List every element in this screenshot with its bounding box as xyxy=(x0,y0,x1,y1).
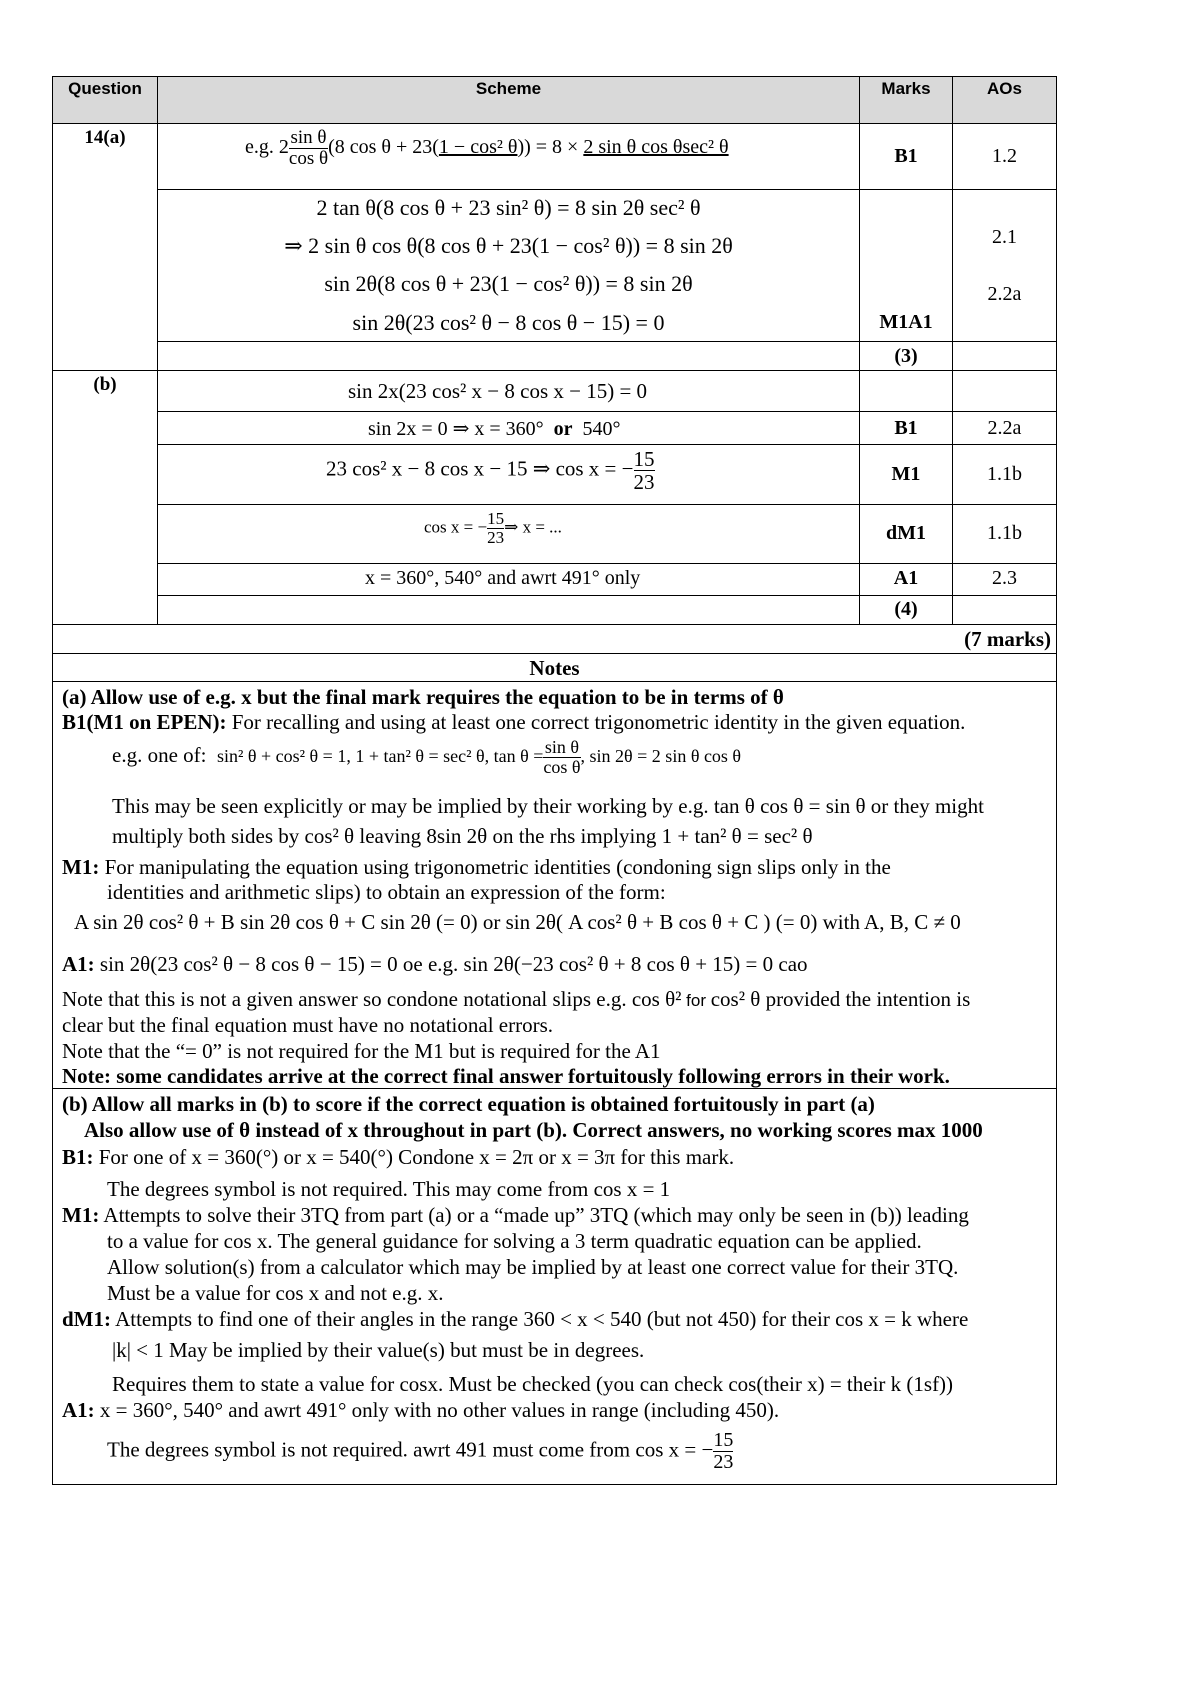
part-b-total: (4) xyxy=(894,598,918,620)
notes-a-form-line: A sin 2θ cos² θ + B sin 2θ cos θ + C sin 2θ (= 0) or sin 2θ( A cos² θ + B cos θ + C ) (= 0) with A, B, C ≠ 0 xyxy=(74,910,961,934)
part-b-line-3: 23 cos² x − 8 cos x − 15 ⇒ cos x = − $\frac{15}{23}$ xyxy=(326,447,655,495)
notes-a-identities: e.g. one of: sin² θ + cos² θ = 1, 1 + tan² θ = sec² θ, tan θ = $\frac{\text{sin θ}}{\text{cos θ}}$ , sin 2θ = 2 sin θ cos θ xyxy=(112,737,742,777)
notes-a-note1: Note that this is not a given answer so condone notational slips e.g. cos θ² for cos² θ provided the intention is xyxy=(62,987,971,1011)
header-scheme: Scheme xyxy=(475,79,542,98)
part-b-line-4: cos x = − $\frac{15}{23}$ ⇒ x = ... xyxy=(424,509,562,547)
mark-m1-part-b: M1 xyxy=(891,463,921,485)
notes-a-heading: (a) Allow use of e.g. x but the final mark requires the equation to be in terms of θ xyxy=(62,685,784,709)
mark-m1a1: M1A1 xyxy=(879,311,933,333)
ao-2-1: 2.1 xyxy=(992,226,1017,248)
total-marks: (7 marks) xyxy=(964,627,1051,651)
notes-b-b1: B1: For one of x = 360(°) or x = 540(°) Condone x = 2π or x = 3π for this mark. xyxy=(62,1145,735,1169)
notes-b-m1-line2: to a value for cos x. The general guidance for solving a 3 term quadratic equation can be applied. xyxy=(107,1229,922,1253)
question-label-b: (b) xyxy=(93,374,117,395)
question-label-14a: 14(a) xyxy=(84,127,126,148)
part-b-line-1: sin 2x(23 cos² x − 8 cos x − 15) = 0 xyxy=(348,379,648,403)
notes-a-m1-line2: identities and arithmetic slips) to obtain an expression of the form: xyxy=(107,880,666,904)
notes-a-note1-cont: clear but the final equation must have no notational errors. xyxy=(62,1013,554,1037)
mark-dm1-part-b: dM1 xyxy=(886,522,926,544)
notes-b-a1-line2: The degrees symbol is not required. awrt 491 must come from cos x = − $\frac{15}{23}$ xyxy=(107,1429,734,1473)
notes-b-m1-line4: Must be a value for cos x and not e.g. x. xyxy=(107,1281,444,1305)
notes-a-a1: A1: sin 2θ(23 cos² θ − 8 cos θ − 15) = 0 oe e.g. sin 2θ(−23 cos² θ + 8 cos θ + 15) = 0 cao xyxy=(62,952,808,976)
ao-1-1b-dm1: 1.1b xyxy=(987,522,1022,544)
part-a-identity-line: e.g. 2 $\frac{\text{sin θ}}{\text{cos θ}}$ (8 cos θ + 23(1 − cos² θ)) = 8 × 2 sin θ cos θsec² θ xyxy=(245,127,729,169)
notes-a-explicit-2: multiply both sides by cos² θ leaving 8sin 2θ on the rhs implying 1 + tan² θ = sec² θ xyxy=(112,824,813,848)
notes-a-m1: M1: For manipulating the equation using trigonometric identities (condoning sign slips only in the xyxy=(62,855,891,879)
notes-a-note2: Note that the “= 0” is not required for the M1 but is required for the A1 xyxy=(62,1039,661,1063)
ao-1-1b-part-b: 1.1b xyxy=(987,463,1022,485)
header-question: Question xyxy=(68,79,142,98)
working-line-4: sin 2θ(23 cos² θ − 8 cos θ − 15) = 0 xyxy=(352,310,665,335)
header-marks: Marks xyxy=(881,79,931,98)
notes-b-dm1: dM1: Attempts to find one of their angles in the range 360 < x < 540 (but not 450) for their cos x = k where xyxy=(62,1307,969,1331)
mark-b1-part-b: B1 xyxy=(894,417,918,439)
notes-b-a1: A1: x = 360°, 540° and awrt 491° only with no other values in range (including 450). xyxy=(62,1398,780,1422)
working-line-2: ⇒ 2 sin θ cos θ(8 cos θ + 23(1 − cos² θ)) = 8 sin 2θ xyxy=(284,233,733,258)
ao-1-2: 1.2 xyxy=(992,145,1017,167)
working-line-3: sin 2θ(8 cos θ + 23(1 − cos² θ)) = 8 sin 2θ xyxy=(324,271,693,296)
notes-b-dm1-line3: Requires them to state a value for cosx. Must be checked (you can check cos(their x) = their k (1sf)) xyxy=(112,1372,954,1396)
notes-a-note3: Note: some candidates arrive at the correct final answer fortuitously following errors in their work. xyxy=(62,1064,950,1088)
part-b-line-5: x = 360°, 540° and awrt 491° only xyxy=(365,567,641,589)
notes-title: Notes xyxy=(529,656,580,680)
working-line-1: 2 tan θ(8 cos θ + 23 sin² θ) = 8 sin 2θ sec² θ xyxy=(316,195,701,220)
header-aos: AOs xyxy=(987,79,1022,98)
ao-2-2a-part-b: 2.2a xyxy=(987,417,1022,439)
part-b-line-2: sin 2x = 0 ⇒ x = 360° or 540° xyxy=(368,418,621,440)
ao-2-3: 2.3 xyxy=(992,567,1017,589)
mark-b1: B1 xyxy=(894,145,918,167)
notes-a-explicit-1: This may be seen explicitly or may be implied by their working by e.g. tan θ cos θ = sin θ or they might xyxy=(112,794,984,818)
notes-b-heading-2: Also allow use of θ instead of x throughout in part (b). Correct answers, no working scores max 1000 xyxy=(84,1118,983,1142)
ao-2-2a: 2.2a xyxy=(987,283,1022,305)
notes-b-m1: M1: Attempts to solve their 3TQ from part (a) or a “made up” 3TQ (which may only be seen in (b)) leading xyxy=(62,1203,969,1227)
notes-b-b1-line2: The degrees symbol is not required. This may come from cos x = 1 xyxy=(107,1177,671,1201)
part-a-total: (3) xyxy=(894,345,918,367)
mark-a1-part-b: A1 xyxy=(893,567,919,589)
notes-b-m1-line3: Allow solution(s) from a calculator which may be implied by at least one correct value for their 3TQ. xyxy=(107,1255,959,1279)
notes-b-heading-1: (b) Allow all marks in (b) to score if the correct equation is obtained fortuitously in part (a) xyxy=(62,1092,875,1116)
notes-a-b1: B1(M1 on EPEN): For recalling and using at least one correct trigonometric identity in the given equation. xyxy=(62,710,966,734)
notes-b-dm1-line2: |k| < 1 May be implied by their value(s) but must be in degrees. xyxy=(112,1338,645,1362)
